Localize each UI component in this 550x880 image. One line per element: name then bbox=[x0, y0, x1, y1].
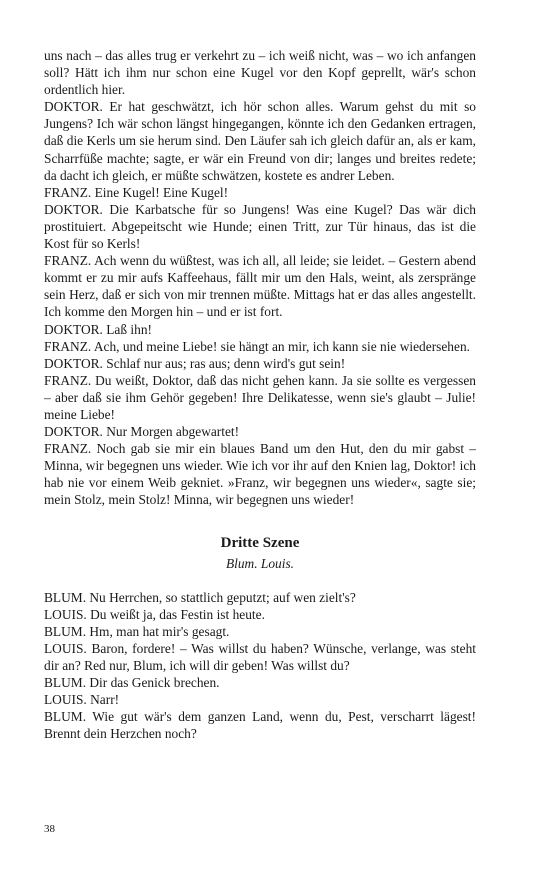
paragraph: BLUM. Nu Herrchen, so stattlich geputzt; auf wen zielt's? bbox=[44, 589, 356, 605]
paragraph: BLUM. Wie gut wär's dem ganzen Land, wenn du, Pest, verscharrt lägest! Brennt dein Herzchen noch? bbox=[44, 709, 476, 742]
page-body bbox=[44, 47, 476, 742]
paragraph: uns nach – das alles trug er verkehrt zu – ich weiß nicht, was – wo ich anfangen soll? Hätt ich ihm nur schon eine Kugel vor den Kopf geprellt, wär's schon ordentlich hier. bbox=[44, 48, 476, 98]
paragraph: LOUIS. Narr! bbox=[44, 692, 120, 708]
paragraph: DOKTOR. Nur Morgen abgewartet! bbox=[44, 424, 240, 440]
paragraph: DOKTOR. Er hat geschwätzt, ich hör schon alles. Warum gehst du mit so Jungens? Ich wär schon längst hingegangen, könnte ich den Gedanken ertragen, daß die Kerls um sie herum sind. Den Läufer sah ich gleich dafür an, als er kam, Scharrfüße machte; sagte, er wär ein Freund von dir; langes und breites redete; da dacht ich gleich, er müßte schwätzen, kostete es andrer Leben. bbox=[44, 99, 476, 183]
paragraph: FRANZ. Ach wenn du wüßtest, was ich all, all leide; sie leidet. – Gestern abend kommt er zu mir aufs Kaffeehaus, fällt mir um den Hals, weint, als zerspränge sein Herz, daß er sich von mir trennen müßte. Mittags hat er das alles angestellt. Ich komme den Morgen hin – und er ist fort. bbox=[44, 253, 476, 320]
paragraph: BLUM. Dir das Genick brechen. bbox=[44, 675, 220, 691]
page-number: 38 bbox=[44, 823, 55, 835]
paragraph: LOUIS. Du weißt ja, das Festin ist heute. bbox=[44, 606, 265, 622]
paragraph: FRANZ. Eine Kugel! Eine Kugel! bbox=[44, 184, 229, 200]
paragraph: DOKTOR. Laß ihn! bbox=[44, 321, 152, 337]
paragraph: DOKTOR. Die Karbatsche für so Jungens! Was eine Kugel? Das wär dich prostituiert. Abgepeitscht wie Hunde; einen Tritt, zur Tür hinaus, das ist die Kost für so Kerls! bbox=[44, 201, 476, 252]
paragraph: FRANZ. Noch gab sie mir ein blaues Band um den Hut, den du mir gabst – Minna, wir begegnen uns wieder. Wie ich vor ihr auf den Knien lag, Doktor! ich hab nie vor einem Weib gekniet. »Franz, wir begegnen uns wieder«, sagte sie; mein Stolz, mein Stolz! Minna, wir begegnen uns wieder! bbox=[44, 441, 476, 508]
scene-title: Dritte Szene bbox=[220, 534, 300, 551]
paragraph: BLUM. Hm, man hat mir's gesagt. bbox=[44, 623, 230, 639]
paragraph: LOUIS. Baron, fordere! – Was willst du haben? Wünsche, verlange, was steht dir an? Red nur, Blum, ich will dir geben! Was willst du? bbox=[44, 640, 476, 673]
paragraph: FRANZ. Du weißt, Doktor, daß das nicht gehen kann. Ja sie sollte es vergessen – aber daß sie ihm Gehör gegeben! Ihre Delikatesse, wenn sie's glaubt – Julie! meine Liebe! bbox=[44, 372, 476, 422]
paragraph: FRANZ. Ach, und meine Liebe! sie hängt an mir, ich kann sie nie wiedersehen. bbox=[44, 338, 470, 354]
scene-persons: Blum. Louis. bbox=[225, 555, 295, 571]
paragraph: DOKTOR. Schlaf nur aus; ras aus; denn wird's gut sein! bbox=[44, 355, 346, 371]
